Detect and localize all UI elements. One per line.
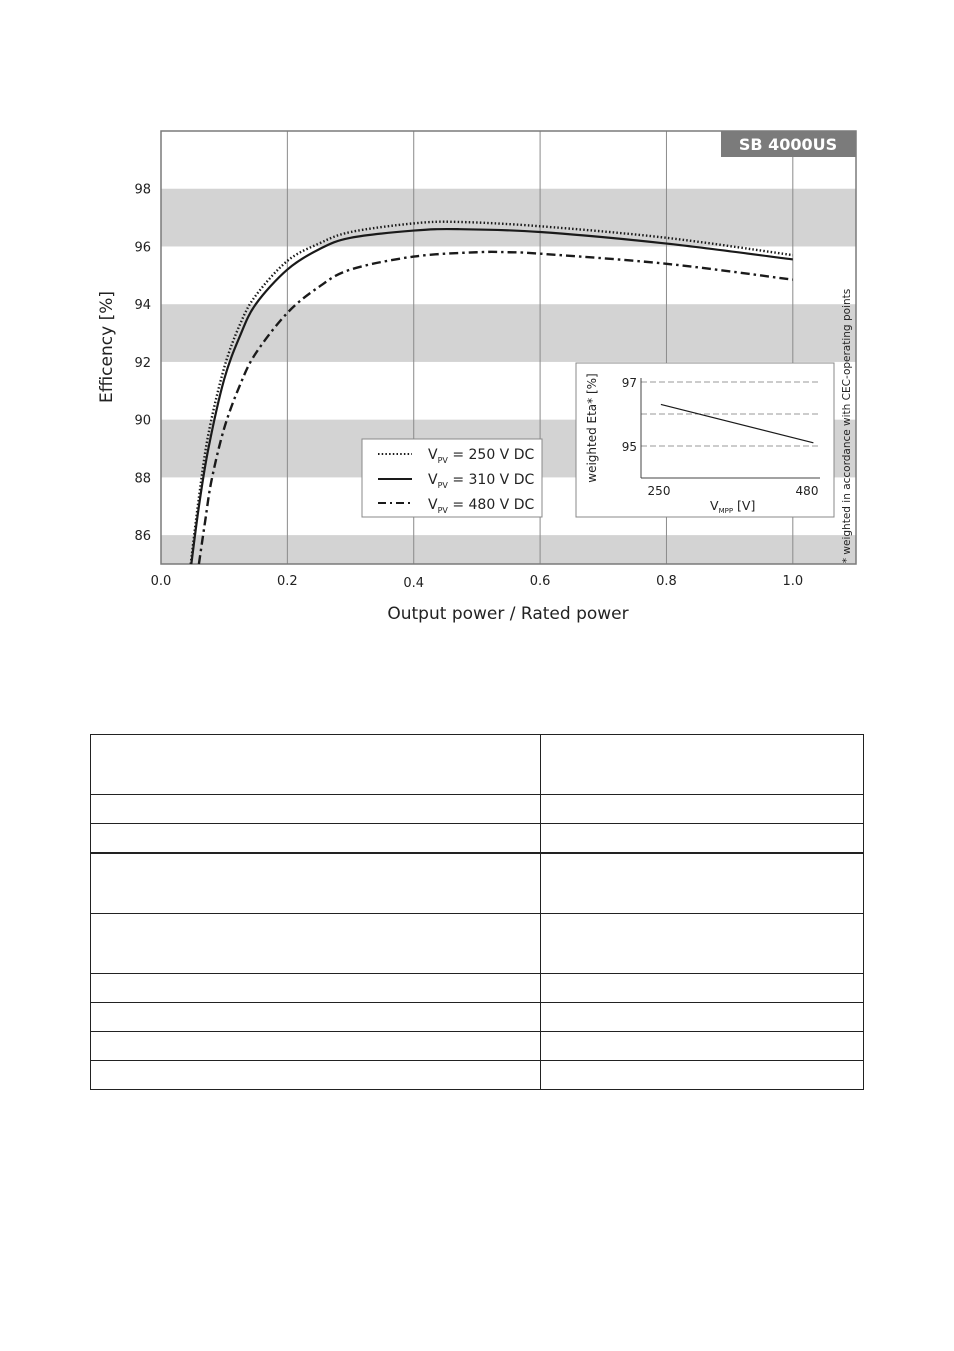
inset-ytick-95: 95 — [621, 440, 637, 454]
table-row — [91, 824, 864, 854]
inset-xtick-480: 480 — [795, 484, 819, 498]
table-cell — [91, 795, 541, 824]
spec-table-body — [91, 735, 864, 1090]
y-tick-label: 90 — [134, 413, 151, 429]
y-tick-label: 94 — [134, 298, 151, 314]
table-cell — [91, 1061, 541, 1090]
table-cell — [541, 735, 864, 795]
table-cell — [541, 914, 864, 974]
table-cell — [91, 1003, 541, 1032]
x-tick-label: 0.4 — [403, 576, 425, 591]
table-row — [91, 1032, 864, 1061]
table-cell — [91, 974, 541, 1003]
table-cell — [541, 974, 864, 1003]
footnote: * weighted in accordance with CEC-operating points — [841, 288, 853, 564]
table-cell — [91, 824, 541, 854]
spec-table — [90, 734, 864, 1090]
grid-band — [161, 189, 856, 247]
table-cell — [91, 853, 541, 914]
y-tick-label: 98 — [134, 182, 151, 198]
inset-chart — [576, 363, 834, 517]
table-row — [91, 735, 864, 795]
table-cell — [91, 914, 541, 974]
x-tick-label: 0.6 — [529, 574, 551, 589]
y-axis-label: Efficency [%] — [97, 291, 117, 403]
grid-band — [161, 535, 856, 564]
inset-ytick-97: 97 — [621, 376, 637, 390]
y-tick-label: 86 — [134, 529, 151, 545]
table-row — [91, 795, 864, 824]
x-tick-label: 0.2 — [277, 574, 298, 589]
table-cell — [541, 795, 864, 824]
inset-xtick-250: 250 — [647, 484, 671, 498]
table-cell — [541, 824, 864, 854]
grid-band — [161, 304, 856, 362]
table-row — [91, 1003, 864, 1032]
table-cell — [91, 1032, 541, 1061]
table-row — [91, 853, 864, 914]
x-tick-labels — [151, 574, 804, 591]
table-cell — [541, 1003, 864, 1032]
inset-x-label: $V_{MPP}$ [V] — [710, 498, 756, 515]
x-axis-label: Output power / Rated power — [387, 604, 629, 624]
legend-entry-2: $V_{PV} = 310$ V DC — [428, 472, 535, 490]
table-cell — [541, 1061, 864, 1090]
table-cell — [541, 853, 864, 914]
model-badge: SB 4000US — [738, 135, 838, 154]
legend-entry-1: $V_{PV} = 250$ V DC — [428, 447, 535, 465]
inset-y-label: weighted Eta* [%] — [585, 373, 599, 483]
legend — [362, 439, 542, 517]
legend-entry-3: $V_{PV} = 480$ V DC — [428, 497, 535, 515]
x-tick-label: 1.0 — [782, 574, 804, 589]
y-tick-labels — [134, 183, 151, 544]
y-tick-label: 88 — [134, 471, 151, 487]
table-row — [91, 974, 864, 1003]
x-tick-label: 0.8 — [656, 574, 677, 589]
y-tick-label: 96 — [134, 240, 151, 256]
x-tick-label: 0.0 — [150, 574, 172, 589]
table-row — [91, 1061, 864, 1090]
table-cell — [91, 735, 541, 795]
y-tick-label: 92 — [134, 355, 151, 371]
table-cell — [541, 1032, 864, 1061]
table-row — [91, 914, 864, 974]
